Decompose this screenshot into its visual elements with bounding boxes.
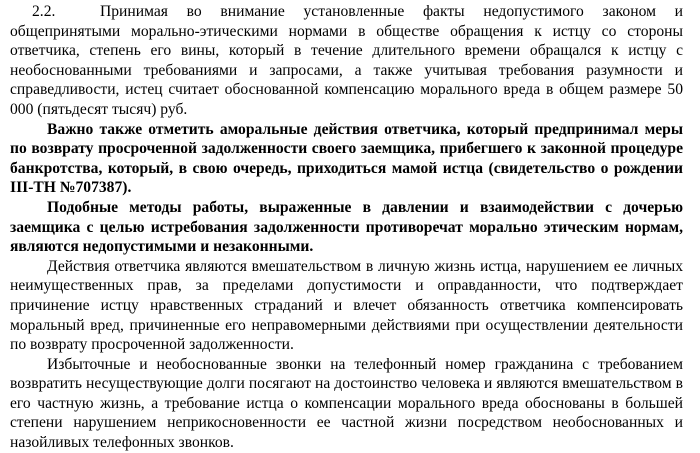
paragraph-methods-unlawful: Подобные методы работы, выраженные в давлении и взаимодействии с дочерью заемщика с целью истребования задолженности противоречат морально этическим нормам, являются недопустимыми и незаконными. [10, 198, 683, 256]
paragraph-immoral-actions: Важно также отметить аморальные действия ответчика, который предпринимал меры по возврату просроченной задолженности своего заемщика, прибегшего к законной процедуре банкротства, который, в свою очередь, приходиться мамой истца (свидетельство о рождении III-ТН №707387). [10, 120, 683, 197]
paragraph-interference: Действия ответчика являются вмешательством в личную жизнь истца, нарушением ее личных неимущественных прав, за пределами допустимости и оправданности, что подтверждает причинение истцу нравственных страданий и влечет обязанность ответчика компенсировать моральный вред, причиненные его неправомерными действиями при осуществлении деятельности по возврату просроченной задолженности. [10, 257, 683, 354]
paragraph-2-2 [10, 2, 683, 120]
paragraph-number: 2.2. [32, 3, 56, 20]
paragraph-excessive-calls: Избыточные и необоснованные звонки на телефонный номер гражданина с требованием возвратить несуществующие долги посягают на достоинство человека и являются вмешательством в его частную жизнь, а требование истца о компенсации морального вреда обоснованы в большей степени нарушением неприкосновенности ее частной жизни посредством необоснованных и назойливых телефонных звонков. [10, 355, 683, 452]
paragraph-text: Принимая во внимание установленные факты недопустимого законом и общепринятыми морально-этическими нормами в обществе обращения к истцу со стороны ответчика, степень его вины, который в течение длительного времени обращался к истцу с необоснованными требованиями и запросами, а также учитывая требования разумности и справедливости, истец считает обоснованной компенсацию морального вреда в общем размере 50 000 (пятьдесят тысяч) руб. [10, 3, 683, 118]
